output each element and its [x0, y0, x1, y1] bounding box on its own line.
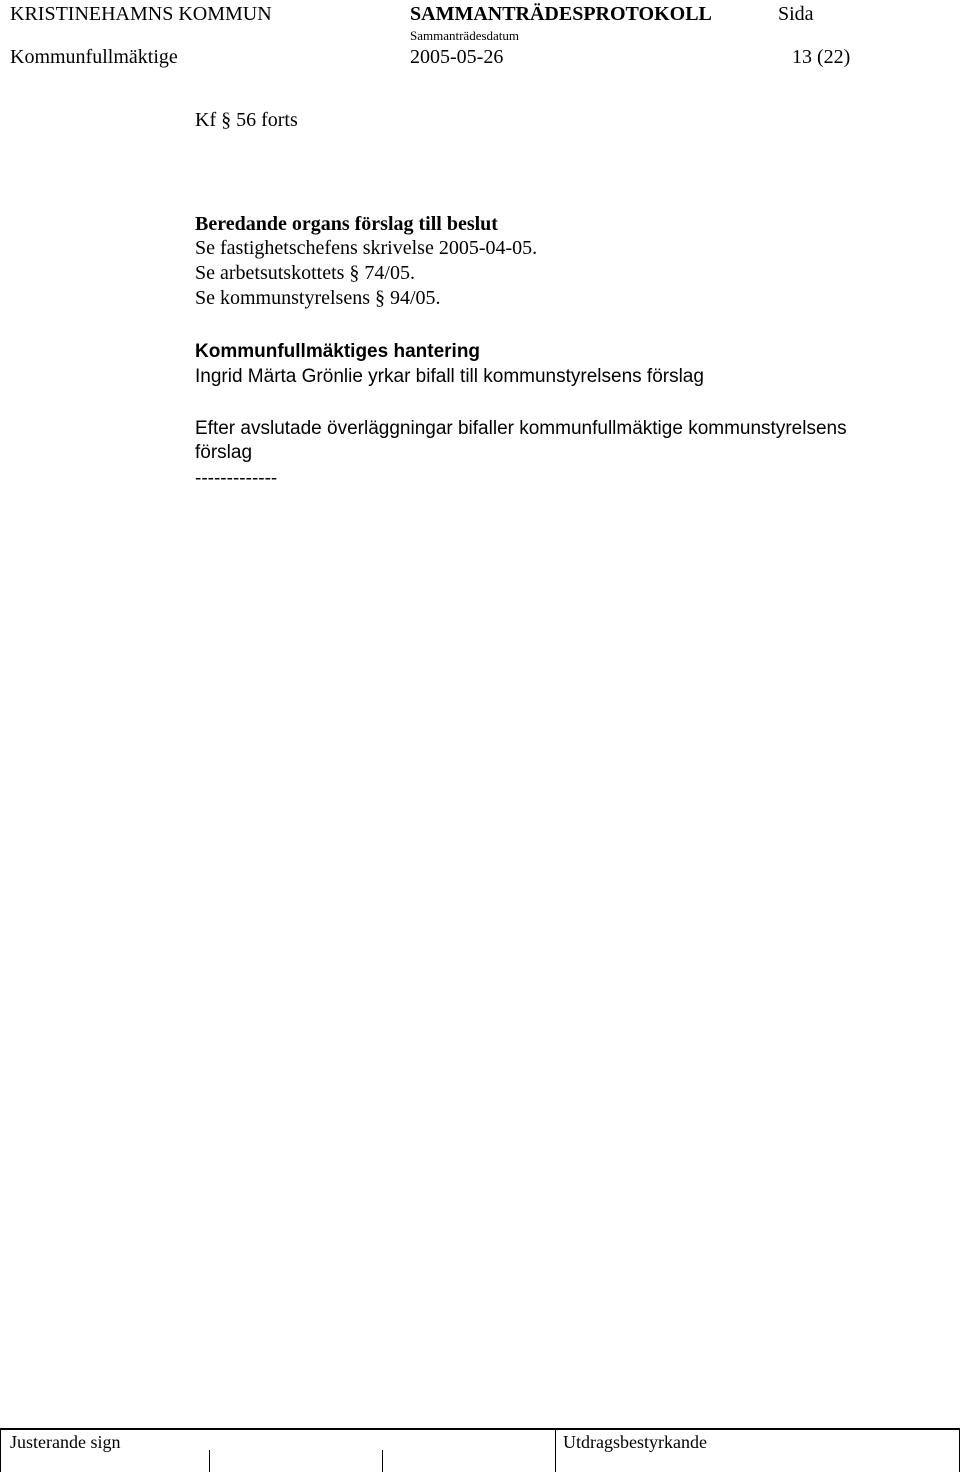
section-reference: Kf § 56 forts	[195, 109, 298, 131]
meeting-date-label: Sammanträdesdatum	[410, 28, 520, 43]
organization-name: KRISTINEHAMNS KOMMUN	[10, 3, 272, 25]
proposal-line: Se arbetsutskottets § 74/05.	[195, 262, 415, 284]
proposal-line: Se fastighetschefens skrivelse 2005-04-05.	[195, 237, 538, 259]
meeting-date: 2005-05-26	[410, 46, 504, 68]
meeting-body: Kommunfullmäktige	[10, 46, 178, 68]
decision-text-continued: förslag	[195, 442, 253, 463]
handling-text: Ingrid Märta Grönlie yrkar bifall till kommunstyrelsens förslag	[195, 366, 704, 387]
page-number: 13 (22)	[792, 46, 851, 68]
separator-dashes: -------------	[195, 468, 278, 489]
footer-divider	[0, 1428, 1, 1472]
document-type: SAMMANTRÄDESPROTOKOLL	[410, 3, 712, 25]
proposal-line: Se kommunstyrelsens § 94/05.	[195, 287, 441, 309]
proposal-heading: Beredande organs förslag till beslut	[195, 213, 498, 235]
sign-label: Justerande sign	[10, 1432, 121, 1452]
signature-box-divider	[209, 1450, 210, 1472]
signature-box-divider	[382, 1450, 383, 1472]
footer-divider	[555, 1428, 556, 1472]
decision-text: Efter avslutade överläggningar bifaller kommunfullmäktige kommunstyrelsens	[195, 418, 847, 439]
page-label: Sida	[778, 3, 814, 25]
handling-heading: Kommunfullmäktiges hantering	[195, 341, 481, 362]
extract-label: Utdragsbestyrkande	[563, 1432, 707, 1452]
footer-rule	[0, 1428, 960, 1430]
